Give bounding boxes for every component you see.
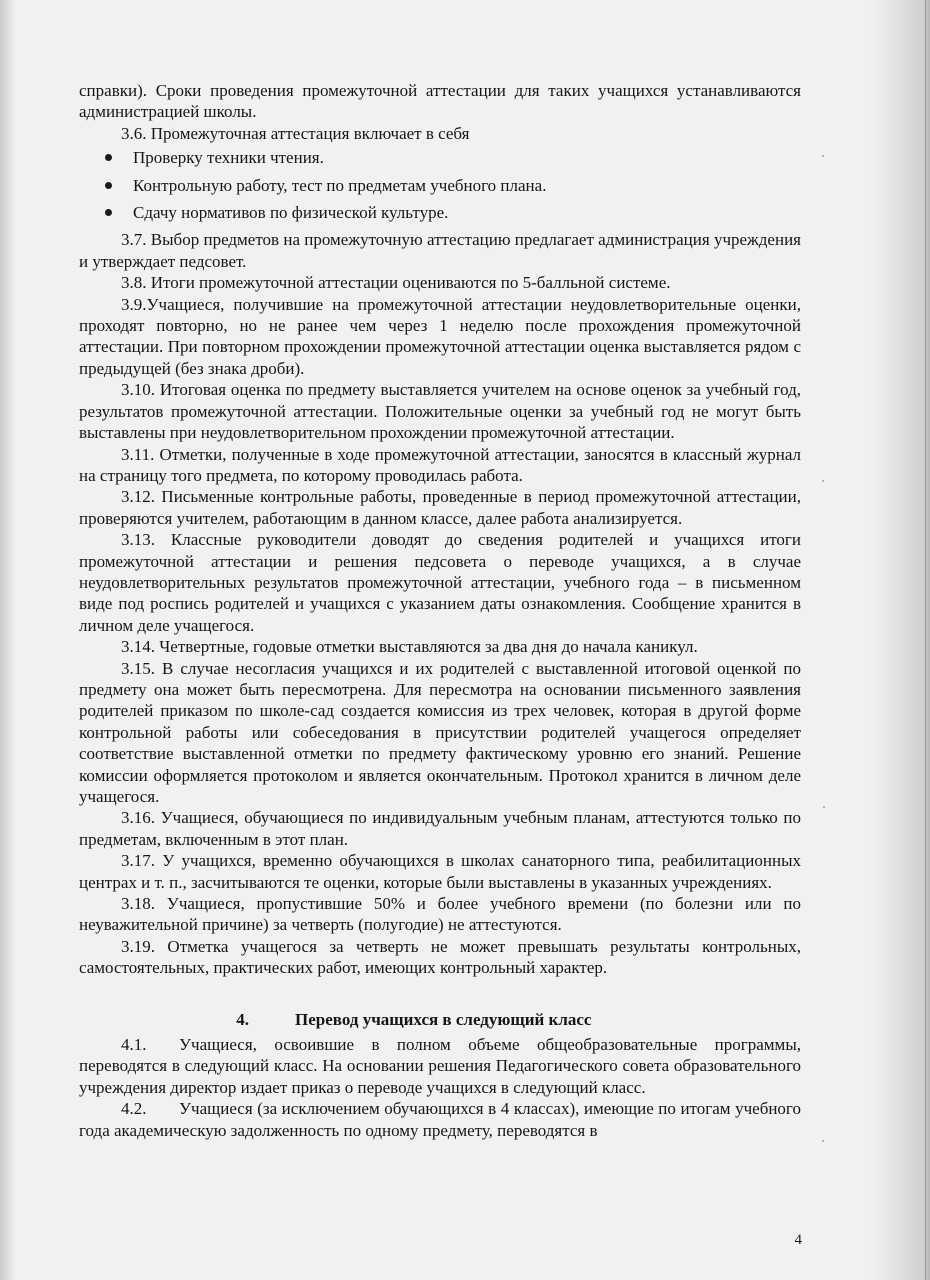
list-item [79, 175, 801, 196]
paragraph-3-11: 3.11. Отметки, полученные в ходе промежуточной аттестации, заносятся в классный журнал на страницу того предмета, по которому проводилась работа. [79, 444, 801, 485]
paragraph-3-15: 3.15. В случае несогласия учащихся и их родителей с выставленной итоговой оценкой по предмету она может быть пересмотрена. Для пересмотра на основании письменного заявления родителей приказом по школе-сад создается комиссия из трех человек, которая в другой форме контрольной работы или собеседования в присутствии родителей учащегося определяет соответствие выставленной отметки по предмету фактическому уровню его знаний. Решение комиссии оформляется протоколом и является окончательным. Протокол хранится в личном деле учащегося. [79, 658, 801, 806]
paragraph-3-19: 3.19. Отметка учащегося за четверть не может превышать результаты контрольных, самостоятельных, практических работ, имеющих контрольный характер. [79, 936, 801, 978]
paragraph-3-6: 3.6. Промежуточная аттестация включает в себя [121, 123, 470, 143]
bullet-icon [105, 209, 112, 216]
scan-shadow-right [870, 0, 930, 1280]
list-item-text: Контрольную работу, тест по предметам учебного плана. [133, 175, 547, 195]
paragraph-3-14: 3.14. Четвертные, годовые отметки выставляются за два дня до начала каникул. [121, 637, 698, 657]
scan-speck [822, 155, 824, 157]
paragraph-4-1 [79, 1034, 801, 1098]
list-item [79, 202, 801, 223]
scan-shadow-left [0, 0, 16, 1280]
paragraph-4-2 [79, 1098, 801, 1141]
bullet-list [79, 147, 801, 223]
paragraph-3-13: 3.13. Классные руководители доводят до сведения родителей и учащихся итоги промежуточной аттестации и решения педсовета о переводе учащихся, а в случае неудовлетворительных результатов промежуточной аттестации, учебного года – в письменном виде под роспись родителей и учащихся с указанием даты ознакомления. Сообщение хранится в личном деле учащегося. [79, 530, 801, 635]
list-item [79, 147, 801, 168]
list-item-text: Проверку техники чтения. [133, 148, 324, 168]
section-title: Перевод учащихся в следующий класс [295, 1009, 592, 1029]
document-body [79, 80, 801, 1141]
paragraph-3-12: 3.12. Письменные контрольные работы, проведенные в период промежуточной аттестации, проверяются учителем, работающим в данном классе, далее работа анализируется. [79, 487, 801, 528]
section-heading-4 [79, 1009, 801, 1030]
paragraph-number: 4.1. [121, 1035, 147, 1055]
scan-speck [822, 480, 824, 482]
paragraph-text: Учащиеся, освоившие в полном объеме общеобразовательные программы, переводятся в следующий класс. На основании решения Педагогического совета образовательного учреждения директор издает приказ о переводе учащихся в следующий класс. [79, 1035, 801, 1097]
paragraph-3-10: 3.10. Итоговая оценка по предмету выставляется учителем на основе оценок за учебный год, результатов промежуточной аттестации. Положительные оценки за учебный год не могут быть выставлены при неудовлетворительном прохождении промежуточной аттестации. [79, 380, 801, 443]
bullet-icon [105, 182, 112, 189]
paragraph-3-7: 3.7. Выбор предметов на промежуточную аттестацию предлагает администрация учреждения и утверждает педсовет. [79, 230, 801, 271]
scan-speck [822, 1140, 824, 1142]
paragraph-3-9: 3.9.Учащиеся, получившие на промежуточной аттестации неудовлетворительные оценки, проходят повторно, но не ранее чем через 1 неделю после прохождения промежуточной аттестации. При повторном прохождении промежуточной аттестации оценка выставляется рядом с предыдущей (без знака дроби). [79, 294, 801, 378]
paragraph-text: Учащиеся (за исключением обучающихся в 4 классах), имеющие по итогам учебного года академическую задолженность по одному предмету, переводятся в [79, 1099, 801, 1140]
paragraph-3-8: 3.8. Итоги промежуточной аттестации оцениваются по 5-балльной системе. [121, 273, 671, 293]
section-number: 4. [236, 1009, 249, 1029]
page-number: 4 [794, 1232, 802, 1248]
bullet-icon [105, 154, 112, 161]
paragraph-number: 4.2. [121, 1099, 147, 1119]
paragraph-3-18: 3.18. Учащиеся, пропустившие 50% и более учебного времени (по болезни или по неуважительной причине) за четверть (полугодие) не аттестуются. [79, 894, 801, 935]
paragraph-3-17: 3.17. У учащихся, временно обучающихся в школах санаторного типа, реабилитационных центрах и т. п., засчитываются те оценки, которые были выставлены в указанных учреждениях. [79, 851, 801, 892]
list-item-text: Сдачу нормативов по физической культуре. [133, 203, 449, 223]
scan-speck [823, 806, 825, 808]
paragraph-3-16: 3.16. Учащиеся, обучающиеся по индивидуальным учебным планам, аттестуются только по предметам, включенным в этот план. [79, 808, 801, 849]
paragraph-continuation: справки). Сроки проведения промежуточной аттестации для таких учащихся устанавливаются администрацией школы. [79, 81, 801, 122]
